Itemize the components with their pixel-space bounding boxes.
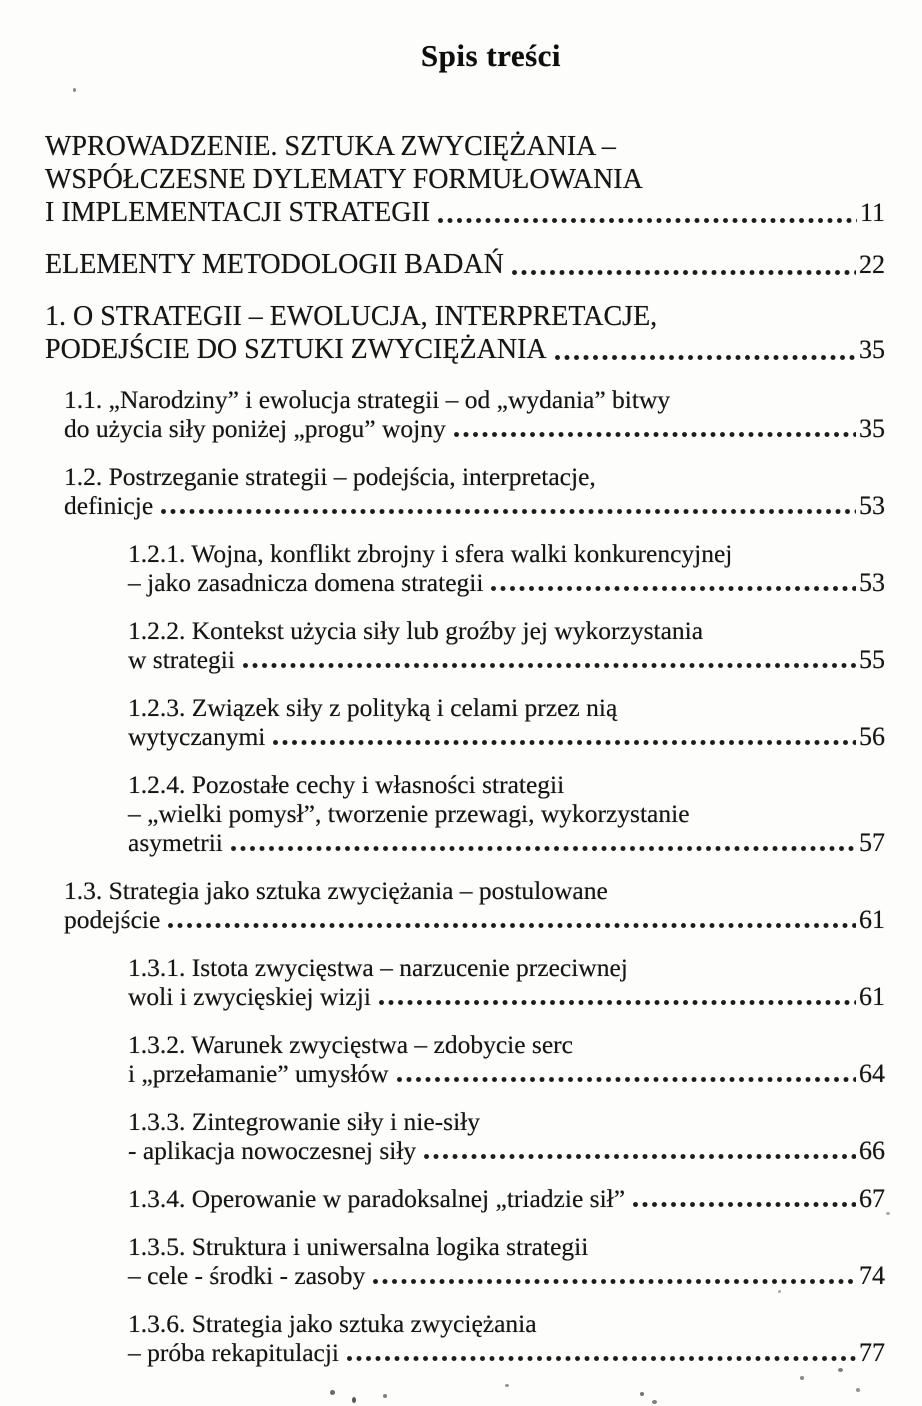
toc-line	[64, 385, 885, 414]
toc-entry-1	[45, 300, 885, 366]
toc-entry-1-3-2	[128, 1030, 885, 1088]
page-number: 35	[859, 335, 885, 364]
scan-speck	[505, 1384, 509, 1387]
page-title: Spis treści	[420, 38, 562, 73]
toc-text: 1.2.2. Kontekst użycia siły lub groźby jej wykorzystania	[128, 616, 704, 645]
scan-speck	[352, 1397, 356, 1403]
page-number: 66	[859, 1136, 885, 1165]
toc-line	[128, 799, 885, 828]
toc-text: 1.2.1. Wojna, konflikt zbrojny i sfera walki konkurencyjnej	[128, 539, 733, 568]
toc-text: 1.3. Strategia jako sztuka zwyciężania – postulowane	[64, 876, 608, 905]
toc-text: 1.3.1. Istota zwycięstwa – narzucenie przeciwnej	[128, 953, 628, 982]
toc-text: 1.3.5. Struktura i uniwersalna logika strategii	[128, 1232, 589, 1261]
toc-line	[128, 1261, 885, 1290]
toc-text: definicje	[64, 491, 154, 520]
page-number: 77	[859, 1338, 885, 1367]
toc-line	[128, 1136, 885, 1165]
toc-entry-1-1	[64, 385, 885, 443]
toc-text: – cele - środki - zasoby	[128, 1261, 366, 1290]
toc-text: ELEMENTY METODOLOGII BADAŃ	[45, 249, 504, 280]
page-number: 61	[859, 905, 885, 934]
toc-text: WPROWADZENIE. SZTUKA ZWYCIĘŻANIA –	[45, 131, 616, 162]
toc-text: I IMPLEMENTACJI STRATEGII	[45, 197, 431, 228]
toc-line	[128, 1059, 885, 1088]
dot-leader	[511, 269, 856, 276]
toc-text: 1.2. Postrzeganie strategii – podejścia, interpretacje,	[64, 462, 596, 491]
page-number: 64	[859, 1059, 885, 1088]
toc-entry-1-3-1	[128, 953, 885, 1011]
dot-leader	[396, 1076, 856, 1083]
toc-text: podejście	[64, 905, 161, 934]
scan-speck	[886, 1212, 890, 1215]
dot-leader	[437, 217, 857, 224]
page-number: 57	[859, 828, 885, 857]
dot-leader	[160, 508, 856, 515]
toc-text: – próba rekapitulacji	[128, 1338, 339, 1367]
page-number: 11	[859, 198, 885, 227]
toc-entry-1-2-1	[128, 539, 885, 597]
page-number: 53	[859, 568, 885, 597]
dot-leader	[167, 922, 856, 929]
toc-text: 1.2.3. Związek siły z polityką i celami przez nią	[128, 693, 618, 722]
page-number: 56	[859, 722, 885, 751]
dot-leader	[423, 1153, 856, 1160]
toc-text: 1.3.3. Zintegrowanie siły i nie-siły	[128, 1107, 480, 1136]
toc-entry-1-3-4	[128, 1184, 885, 1213]
toc-entry-1-3-5	[128, 1232, 885, 1290]
toc-text: 1.2.4. Pozostałe cechy i własności strategii	[128, 770, 565, 799]
toc-text: 1.1. „Narodziny” i ewolucja strategii – od „wydania” bitwy	[64, 385, 671, 414]
toc-line	[128, 693, 885, 722]
toc-line	[64, 491, 885, 520]
toc-line	[128, 1309, 885, 1338]
toc-text: – „wielki pomysł”, tworzenie przewagi, wykorzystanie	[128, 799, 690, 828]
toc-entry-1-2-3	[128, 693, 885, 751]
scan-speck	[856, 1388, 860, 1392]
toc-line	[45, 163, 885, 196]
toc-text: WSPÓŁCZESNE DYLEMATY FORMUŁOWANIA	[45, 164, 643, 195]
toc-line	[64, 905, 885, 934]
scan-speck	[330, 1390, 335, 1395]
toc-entry-1-2	[64, 462, 885, 520]
page-number: 55	[859, 645, 885, 674]
dot-leader	[490, 585, 856, 592]
dot-leader	[230, 845, 856, 852]
toc-text: – jako zasadnicza domena strategii	[128, 568, 484, 597]
page-number: 53	[859, 491, 885, 520]
toc-entry-1-3-3	[128, 1107, 885, 1165]
toc-line	[45, 196, 885, 229]
toc-text: - aplikacja nowoczesnej siły	[128, 1136, 417, 1165]
page-number: 61	[859, 982, 885, 1011]
scan-speck	[383, 1394, 387, 1398]
toc-entry-1-2-4	[128, 770, 885, 857]
page-number: 35	[859, 414, 885, 443]
toc-line	[128, 616, 885, 645]
toc-text: do użycia siły poniżej „progu” wojny	[64, 414, 446, 443]
scan-speck	[800, 1376, 804, 1380]
scan-speck	[778, 1290, 781, 1293]
page-number: 74	[859, 1261, 885, 1290]
toc-line	[45, 333, 885, 366]
toc-line	[128, 645, 885, 674]
toc-line	[128, 1184, 885, 1213]
dot-leader	[453, 431, 856, 438]
page-number: 22	[859, 250, 885, 279]
dot-leader	[272, 739, 856, 746]
toc-line	[45, 300, 885, 333]
toc-text: asymetrii	[128, 828, 223, 857]
dot-leader	[554, 354, 856, 361]
toc-line	[45, 248, 885, 281]
scan-speck	[838, 1368, 843, 1372]
dot-leader	[346, 1355, 856, 1362]
toc-entry-1-3	[64, 876, 885, 934]
toc-text: wytyczanymi	[128, 722, 266, 751]
toc-line	[128, 770, 885, 799]
dot-leader	[372, 1278, 856, 1285]
toc-line	[128, 828, 885, 857]
toc-line	[128, 568, 885, 597]
toc-entry-1-3-6	[128, 1309, 885, 1367]
toc-entry-wprowadzenie	[45, 130, 885, 229]
toc-line	[128, 722, 885, 751]
toc-entry-elementy-metodologii	[45, 248, 885, 281]
toc-text: w strategii	[128, 645, 235, 674]
toc-text: 1.3.4. Operowanie w paradoksalnej „triadzie sił”	[128, 1184, 626, 1213]
toc-text: 1.3.2. Warunek zwycięstwa – zdobycie serc	[128, 1030, 573, 1059]
scan-speck	[640, 1392, 644, 1396]
dot-leader	[378, 999, 856, 1006]
toc-line	[128, 1338, 885, 1367]
toc-line	[128, 982, 885, 1011]
scan-speck	[652, 1400, 657, 1404]
toc-line	[128, 953, 885, 982]
toc-entry-1-2-2	[128, 616, 885, 674]
toc-line	[128, 1030, 885, 1059]
scan-speck	[73, 88, 76, 92]
toc-line	[64, 876, 885, 905]
page-number: 67	[859, 1184, 885, 1213]
toc-text: i „przełamanie” umysłów	[128, 1059, 389, 1088]
toc-line	[45, 130, 885, 163]
toc-line	[128, 1107, 885, 1136]
toc-text: 1. O STRATEGII – EWOLUCJA, INTERPRETACJE,	[45, 301, 658, 332]
toc-line	[64, 414, 885, 443]
dot-leader	[632, 1201, 856, 1208]
toc-line	[128, 539, 885, 568]
toc-text: woli i zwycięskiej wizji	[128, 982, 371, 1011]
toc-text: PODEJŚCIE DO SZTUKI ZWYCIĘŻANIA	[45, 334, 547, 365]
dot-leader	[242, 662, 856, 669]
toc-line	[128, 1232, 885, 1261]
toc-line	[64, 462, 885, 491]
toc-text: 1.3.6. Strategia jako sztuka zwyciężania	[128, 1309, 537, 1338]
